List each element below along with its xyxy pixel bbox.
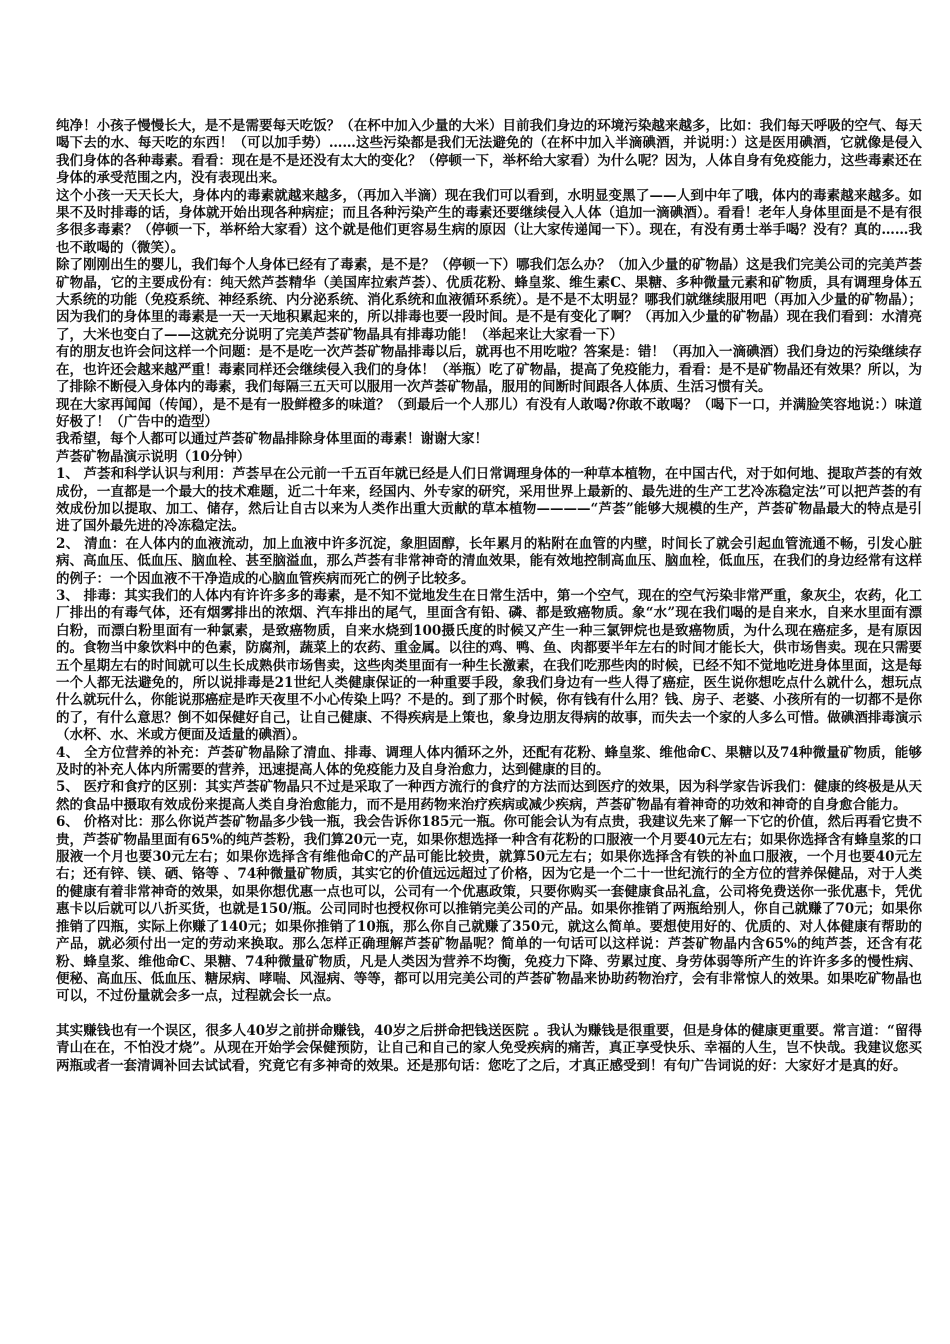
section-heading: 芦荟矿物晶演示说明（10分钟） xyxy=(56,448,251,465)
paragraph-6: 我希望，每个人都可以通过芦荟矿物晶排除身体里面的毒素！谢谢大家！ xyxy=(56,431,488,448)
item-5: 5、 医疗和食疗的区别：其实芦荟矿物晶只不过是采取了一种西方流行的食疗的方法而达到医疗的效果，因为科学家告诉我们：健康的终极是从天然的食品中摄取有效成份来提高人类自身治愈能力，而不是用药物来治疗疾病或减少疾病，芦荟矿物晶有着神奇的功效和神奇的自身愈合能力。 xyxy=(56,779,922,813)
paragraph-5: 现在大家再闻闻（传闻），是不是有一股鲜橙多的味道？（到最后一个人那儿）有没有人敢喝?你敢不敢喝？（喝下一口，并满脸笑容地说：）味道好极了！（广告中的造型） xyxy=(56,396,922,430)
paragraph-4: 有的朋友也许会问这样一个问题：是不是吃一次芦荟矿物晶排毒以后，就再也不用吃啦？答案是：错！（再加入一滴碘酒）我们身边的污染继续存在，也许还会越来越严重！毒素同样还会继续侵入我们的身体！（举瓶）吃了矿物晶，提高了免疫能力，看看：是不是矿物晶还有效果？所以，为了排除不断侵入身体内的毒素，我们每隔三五天可以服用一次芦荟矿物晶，服用的间断时间跟各人体质、生活习惯有关。 xyxy=(56,344,922,396)
item-3: 3、 排毒：其实我们的人体内有许许多多的毒素，是不知不觉地发生在日常生活中，第一个空气，现在的空气污染非常严重，象灰尘，农药，化工厂排出的有毒气体，还有烟雾排出的浓烟、汽车排出的尾气，里面含有铅、磷、都是致癌物质。象“水”现在我们喝的是自来水，自来水里面有漂白粉，而漂白粉里面有一种氯素，是致癌物质，自来水烧到100摄氏度的时候又产生一种三氯钾烷也是致癌物质，为什么现在癌症多，是有原因的。食物当中象饮料中的色素，防腐剂，蔬菜上的农药、重金属。以往的鸡、鸭、鱼、肉都要半年左右的时间才能长大，供市场售卖。现在只需要五个星期左右的时间就可以生长成熟供市场售卖，这些肉类里面有一种生长激素，在我们吃那些肉的时候，已经不知不觉地吃进身体里面，这是每一个人都无法避免的，所以说排毒是21世纪人类健康保证的一种重要手段，象我们身边有一些人得了癌症，医生说你想吃点什么就什么，想玩点什么就玩什么，你能说那癌症是昨天夜里不小心传染上吗？不是的。到了那个时候，你有钱有什么用？钱、房子、老婆、小孩所有的一切都不是你的了，有什么意思？倒不如保健好自己，让自己健康、不得疾病是上策也，象身边朋友得病的故事，而失去一个家的人多么可惜。做碘酒排毒演示（水杯、水、米或方便面及适量的碘酒）。 xyxy=(56,587,922,744)
item-6: 6、 价格对比：那么你说芦荟矿物晶多少钱一瓶，我会告诉你185元一瓶。你可能会认为有点贵，我建议先来了解一下它的价值，然后再看它贵不贵，芦荟矿物晶里面有65%的纯芦荟粉，我们算20元一克，如果你想选择一种含有花粉的口服液一个月要40元左右；如果你选择含有蜂皇浆的口服液一个月也要30元左右；如果你选择含有维他命C的产品可能比较贵，就算50元左右；如果你选择含有铁的补血口服液，一个月也要40元左右；还有锌、镁、硒、铬等 、74种微量矿物质，其实它的价值远远超过了价格，因为它是一个二十一世纪流行的全方位的营养保健品，对于人类的健康有着非常神奇的效果，如果你想优惠一点也可以，公司有一个优惠政策，只要你购买一套健康食品礼盒，公司将免费送你一张优惠卡，凭优惠卡以后就可以八折买货，也就是150/瓶。公司同时也授权你可以推销完美公司的产品。如果你推销了两瓶给别人，你自己就赚了70元；如果你推销了四瓶，实际上你赚了140元；如果你推销了10瓶，那么你自己就赚了350元，就这么简单。要想使用好的、优质的、对人体健康有帮助的产品，就必须付出一定的劳动来换取。那么怎样正确理解芦荟矿物晶呢？简单的一句话可以这样说：芦荟矿物晶内含65%的纯芦荟，还含有花粉、蜂皇浆、维他命C、果糖、74种微量矿物质，凡是人类因为营养不均衡，免疫力下降、劳累过度、身劳体弱等所产生的许许多多的慢性病、便秘、高血压、低血压、糖尿病、哮喘、风湿病、等等，都可以用完美公司的芦荟矿物晶来协助药物治疗，会有非常惊人的效果。如果吃矿物晶也可以，不过份量就会多一点，过程就会长一点。 xyxy=(56,814,922,1005)
item-4: 4、 全方位营养的补充：芦荟矿物晶除了清血、排毒、调理人体内循环之外，还配有花粉、蜂皇浆、维他命C、果糖以及74种微量矿物质，能够及时的补充人体内所需要的营养，迅速提高人体的免疫能力及自身治愈力，达到健康的目的。 xyxy=(56,744,922,779)
item-1: 1、 芦荟和科学认识与利用：芦荟早在公元前一千五百年就已经是人们日常调理身体的一种草本植物，在中国古代，对于如何地、提取芦荟的有效成份，一直都是一个最大的技术难题，近二十年来，经国内、外专家的研究，采用世界上最新的、最先进的生产工艺冷冻稳定法”可以把芦荟的有效成份加以提取、加工、储存，然后让自古以来为人类作出重大贡献的草本植物————“芦荟”能够大规模的生产，芦荟矿物晶最大的特点是引进了国外最先进的冷冻稳定法。 xyxy=(56,466,922,535)
closing-paragraph: 其实赚钱也有一个误区，很多人40岁之前拼命赚钱，40岁之后拼命把钱送医院 。我认为赚钱是很重要，但是身体的健康更重要。常言道：“留得青山在在，不怕没才烧”。从现在开始学会保健预防，让自己和自己的家人免受疾病的痛苦，真正享受快乐、幸福的人生，岂不快哉。我建议您买两瓶或者一套清调补回去试试看，究竟它有多神奇的效果。还是那句话：您吃了之后，才真正感受到！有句广告词说的好：大家好才是真的好。 xyxy=(56,1022,922,1074)
paragraph-1: 纯净！小孩子慢慢长大，是不是需要每天吃饭？（在杯中加入少量的大米）目前我们身边的环境污染越来越多，比如：我们每天呼吸的空气、每天喝下去的水、每天吃的东西！（可以加手势）……这些污染都是我们无法避免的（在杯中加入半滴碘酒，并说明：）这是医用碘酒，它就像是侵入我们身体的各种毒素。看看：现在是不是还没有太大的变化？（停顿一下，举杯给大家看）为什么呢？因为，人体自身有免疫能力，这些毒素还在身体的承受范围之内，没有表现出来。 xyxy=(56,118,922,187)
paragraph-2: 这个小孩一天天长大，身体内的毒素就越来越多，（再加入半滴）现在我们可以看到，水明显变黑了——人到中年了哦，体内的毒素越来越多。如果不及时排毒的话，身体就开始出现各种病症；而且各种污染产生的毒素还要继续侵入人体（追加一滴碘酒）。看看！老年人身体里面是不是有很多很多毒素？（停顿一下，举杯给大家看）这个就是他们更容易生病的原因（让大家传递闻一下）。现在，有没有勇士举手喝？没有？真的……我也不敢喝的（微笑）。 xyxy=(56,187,922,256)
item-2: 2、 清血：在人体内的血液流动，加上血液中许多沉淀，象胆固醇，长年累月的粘附在血管的内壁，时间长了就会引起血管流通不畅，引发心脏病、高血压、低血压、脑血栓、甚至脑溢血，那么芦荟有非常神奇的清血效果，能有效地控制高血压、脑血栓，低血压，在我们的身边经常有这样的例子：一个因血液不干净造成的心脑血管疾病而死亡的例子比较多。 xyxy=(56,535,922,587)
paragraph-3: 除了刚刚出生的婴儿，我们每个人身体已经有了毒素，是不是？（停顿一下）哪我们怎么办？（加入少量的矿物晶）这是我们完美公司的完美芦荟矿物晶，它的主要成份有：纯天然芦荟精华（美国库拉索芦荟）、优质花粉、蜂皇浆、维生素C、果糖、多种微量元素和矿物质，具有调理身体五大系统的功能（免疫系统、神经系统、内分泌系统、消化系统和血液循环系统）。是不是不太明显？哪我们就继续服用吧（再加入少量的矿物晶）；因为我们的身体里的毒素是一天一天地积累起来的，所以排毒也要一段时间。是不是有变化了啊？（再加入少量的矿物晶）现在我们看到：水清亮了，大米也变白了——这就充分说明了完美芦荟矿物晶具有排毒功能！（举起来让大家看一下） xyxy=(56,257,922,343)
document-body xyxy=(56,118,922,1075)
